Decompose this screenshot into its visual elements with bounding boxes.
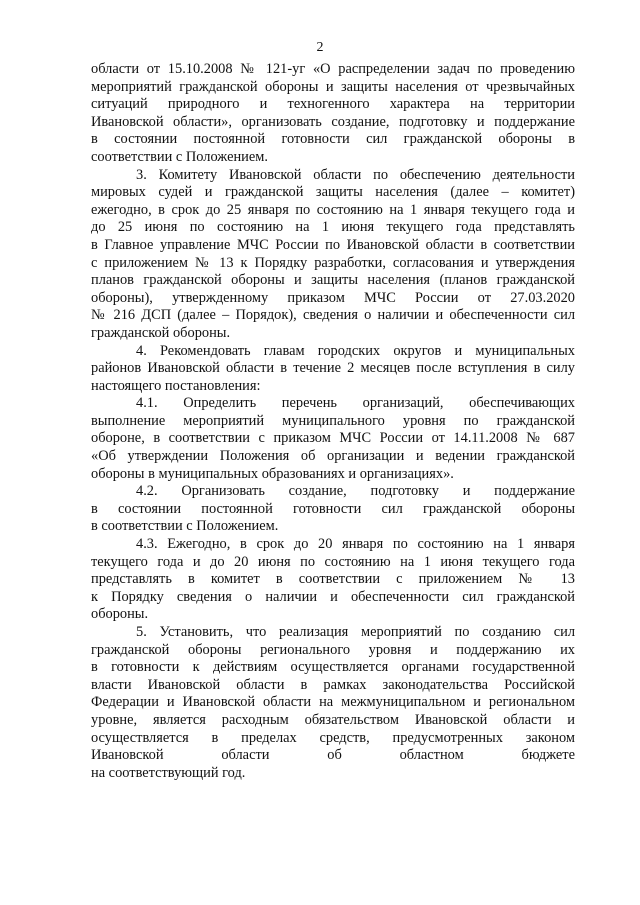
text-line: мероприятий гражданской обороны и защиты населения от чрезвычайных: [91, 78, 575, 95]
text-line: осуществляется в пределах средств, предусмотренных законом: [91, 729, 575, 746]
text-line: мировых судей и гражданской защиты населения (далее – комитет): [91, 184, 575, 201]
paragraph-continuation: [91, 61, 575, 167]
text-line: гражданской обороны.: [91, 324, 231, 341]
text-line: настоящего постановления:: [91, 377, 261, 394]
text-line: до 25 июня по состоянию на 1 июня текущего года представлять: [91, 219, 575, 236]
text-line: гражданской обороны регионального уровня и поддержанию их: [91, 641, 575, 658]
text-line: власти Ивановской области в рамках законодательства Российской: [91, 676, 575, 693]
text-line: в соответствии с Положением.: [91, 518, 279, 535]
text-line: выполнение мероприятий муниципального уровня по гражданской: [91, 412, 575, 429]
text-line: в состоянии постоянной готовности сил гражданской обороны в: [91, 131, 575, 148]
text-line: Ивановской области», организовать создание, подготовку и поддержание: [91, 113, 575, 130]
text-line: 3. Комитету Ивановской области по обеспечению деятельности: [136, 166, 575, 183]
text-line: уровне, является расходным обязательством Ивановской области и: [91, 711, 575, 728]
text-line: к Порядку сведения о наличии и обеспеченности сил гражданской: [91, 588, 575, 605]
text-line: ежегодно, в срок до 25 января по состоянию на 1 января текущего года и: [91, 201, 575, 218]
text-line: 4.2. Организовать создание, подготовку и поддержание: [136, 483, 575, 500]
text-line: представлять в комитет в соответствии с приложением № 13: [91, 571, 575, 588]
text-line: в состоянии постоянной готовности сил гражданской обороны: [91, 500, 575, 517]
text-line: с приложением № 13 к Порядку разработки, согласования и утверждения: [91, 254, 575, 271]
text-line: планов гражданской обороны и защиты населения (планов гражданской: [91, 272, 575, 289]
paragraph-4-2: [91, 483, 575, 536]
text-line: обороны в муниципальных образованиях и организациях».: [91, 465, 454, 482]
text-line: 5. Установить, что реализация мероприятий по созданию сил: [136, 624, 575, 640]
text-line: Федерации и Ивановской области на межмуниципальном и региональном: [91, 694, 575, 711]
text-line: Ивановской области об областном бюджете: [91, 747, 575, 764]
page-number: 2: [316, 40, 324, 55]
text-line: на соответствующий год.: [91, 764, 246, 781]
paragraph-4-1: [91, 395, 575, 483]
text-line: № 216 ДСП (далее – Порядок), сведения о наличии и обеспеченности сил: [91, 307, 575, 324]
paragraph-4: [91, 343, 575, 396]
text-line: районов Ивановской области в течение 2 месяцев после вступления в силу: [91, 360, 575, 377]
text-line: соответствии с Положением.: [91, 148, 268, 165]
text-line: ситуаций природного и техногенного характера на территории: [91, 96, 575, 113]
text-line: 4.1. Определить перечень организаций, обеспечивающих: [136, 395, 575, 412]
text-line: обороны), утвержденному приказом МЧС России от 27.03.2020: [91, 289, 575, 306]
text-line: обороны.: [91, 606, 149, 623]
paragraph-5: [91, 624, 575, 782]
paragraph-3: [91, 167, 575, 343]
paragraph-4-3: [91, 536, 575, 624]
text-line: обороне, в соответствии с приказом МЧС России от 14.11.2008 № 687: [91, 430, 575, 447]
text-line: области от 15.10.2008 № 121-уг «О распределении задач по проведению: [91, 61, 575, 77]
text-line: в Главное управление МЧС России по Ивановской области в соответствии: [91, 236, 575, 253]
document-body: [91, 61, 575, 782]
text-line: «Об утверждении Положения об организации и ведении гражданской: [91, 448, 575, 465]
text-line: в готовности к действиям осуществляется органами государственной: [91, 659, 575, 676]
text-line: 4.3. Ежегодно, в срок до 20 января по состоянию на 1 января: [136, 536, 575, 553]
text-line: текущего года и до 20 июня по состоянию на 1 июня текущего года: [91, 553, 575, 570]
text-line: 4. Рекомендовать главам городских округов и муниципальных: [136, 342, 575, 359]
